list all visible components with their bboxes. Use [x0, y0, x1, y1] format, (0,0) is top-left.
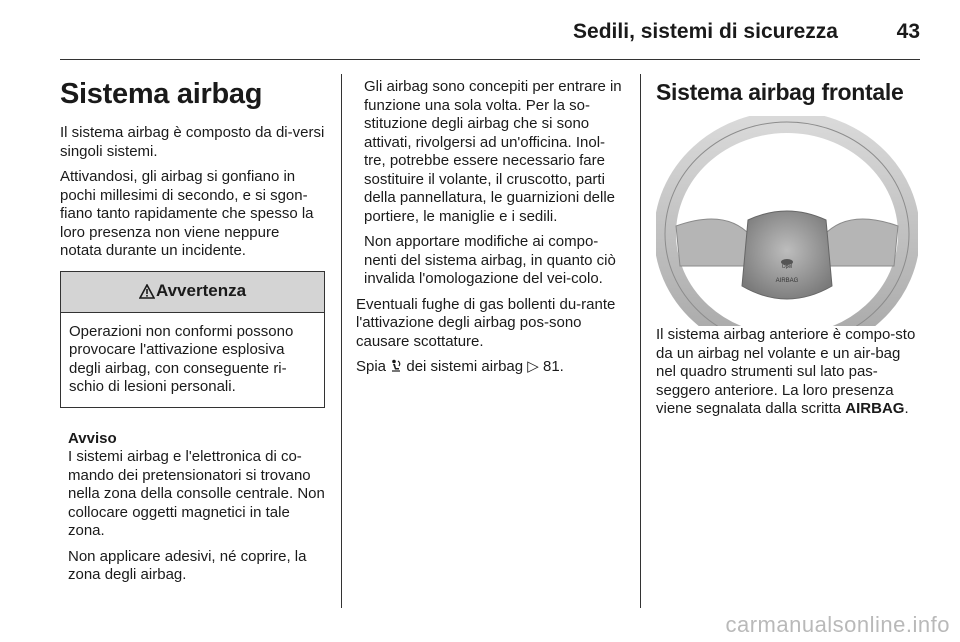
notice-title: Avviso: [68, 429, 117, 447]
steering-wheel-airbag-image: [656, 116, 918, 326]
section-heading-frontale: Sistema airbag frontale: [656, 79, 904, 105]
notice-block: [60, 430, 325, 585]
column-2: [356, 78, 624, 384]
column-1: [60, 64, 325, 592]
watermark: carmanualsonline.info: [725, 612, 950, 637]
notice-paragraph-1: I sistemi airbag e l'elettronica di co-mando dei pretensionatori si trovano nella zona della consolle centrale. Non collocare oggetti magnetici in tale zona.: [68, 448, 325, 539]
notice-paragraph-2: Non applicare adesivi, né coprire, la zona degli airbag.: [68, 547, 307, 583]
warning-triangle-icon: [139, 284, 154, 299]
activation-paragraph: Attivandosi, gli airbag si gonfiano in pochi millesimi di secondo, e si sgon-fiano tanto rapidamente che spesso la loro presenza non viene neppure notata durante un incidente.: [60, 168, 314, 259]
wheel-airbag-label: AIRBAG: [775, 278, 799, 284]
warning-light-text-before: Spia: [356, 358, 387, 375]
header-rule: [60, 59, 920, 60]
page-reference[interactable]: 81.: [542, 358, 564, 375]
warning-light-paragraph: [356, 358, 624, 377]
warning-box: [60, 271, 325, 408]
page-header: [60, 0, 920, 62]
warning-title: Avvertenza: [155, 281, 247, 301]
intro-paragraph: Il sistema airbag è composto da di-versi singoli sistemi.: [60, 124, 325, 160]
column-divider-2: [640, 74, 641, 608]
page-number: 43: [896, 20, 920, 43]
no-modifications-paragraph: Non apportare modifiche ai compo-nenti del sistema airbag, in quanto ciò invalida l'omologazione del vei-colo.: [364, 233, 616, 287]
hot-gas-paragraph: Eventuali fughe di gas bollenti du-rante l'attivazione degli airbag pos-sono causare scottature.: [356, 295, 616, 350]
section-heading-sistema-airbag: Sistema airbag: [60, 78, 263, 110]
warning-text: Operazioni non conformi possono provocare l'attivazione esplosiva degli airbag, con conseguente ri-schio di lesioni personali.: [69, 322, 294, 395]
warning-light-text-after: dei sistemi airbag: [406, 358, 524, 375]
frontal-airbag-paragraph: [656, 326, 924, 419]
warning-header: [61, 272, 324, 313]
column-3: [656, 64, 924, 426]
wheel-brand-label: Opel: [781, 264, 793, 270]
page-ref-arrow-icon: ▷: [527, 358, 539, 375]
column-divider-1: [341, 74, 342, 608]
sentence-end: .: [904, 400, 909, 417]
single-use-paragraph: Gli airbag sono concepiti per entrare in funzione una sola volta. Per la so-stituzione degli airbag che si sono attivati, rivolgersi ad un'officina. Inol-tre, potrebbe essere necessario fare sostituire il volante, il cruscotto, parti della pannellatura, le guarnizioni delle portiere, le maniglie e i sedili.: [364, 78, 622, 225]
header-title: Sedili, sistemi di sicurezza: [573, 20, 838, 43]
airbag-bold-word: AIRBAG: [845, 400, 905, 417]
airbag-warning-icon: [390, 359, 402, 373]
frontal-airbag-text: Il sistema airbag anteriore è compo-sto da un airbag nel volante e un air-bag nel quadro strumenti sul lato pas-seggero anteriore. La loro presenza viene segnalata dalla scritta: [656, 326, 916, 417]
